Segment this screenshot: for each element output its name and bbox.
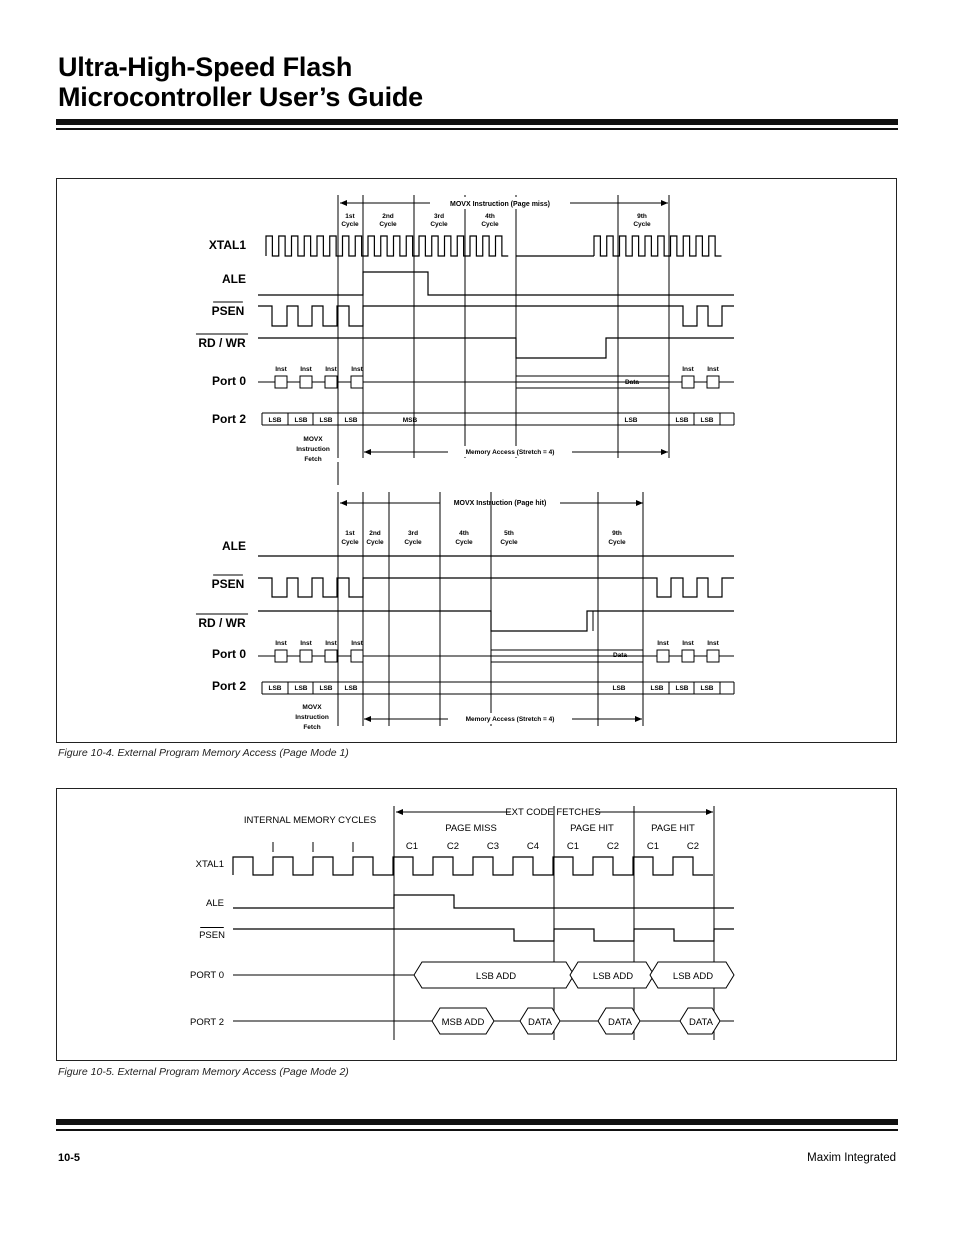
port0-inst-box-2 bbox=[325, 376, 337, 388]
port2-label-top-4: MSB bbox=[402, 417, 418, 424]
figure-10-5-caption: Figure 10-5. External Program Memory Access (Page Mode 2) bbox=[58, 1066, 349, 1078]
port0-inst-0: Inst bbox=[275, 366, 287, 373]
page-number: 10-5 bbox=[58, 1152, 81, 1164]
port2-label-top-0: LSB bbox=[268, 417, 282, 424]
wave-psen bbox=[258, 306, 734, 326]
wave-f2-ale bbox=[233, 895, 734, 908]
cycle-top-1-a: 2nd bbox=[382, 213, 394, 220]
label-movx-pagemiss: MOVX Instruction (Page miss) bbox=[450, 201, 550, 208]
fetch-top-0: MOVX bbox=[303, 436, 323, 443]
sig-f2-port2: PORT 2 bbox=[190, 1017, 224, 1028]
cycle-label-f2-0: C1 bbox=[405, 841, 419, 852]
port2-msb-add-label: MSB ADD bbox=[441, 1017, 485, 1028]
port0-inst-box-bot-3 bbox=[351, 650, 363, 662]
port0-inst-2: Inst bbox=[325, 366, 337, 373]
fetch-bot-0: MOVX bbox=[302, 704, 322, 711]
arrow-mem-bot-head-left bbox=[364, 716, 371, 722]
port2-data-label-1: DATA bbox=[528, 1017, 552, 1028]
port0-inst-bot2-2: Inst bbox=[707, 640, 719, 647]
cycle-bot-0-b: Cycle bbox=[341, 539, 359, 546]
sig-ale: ALE bbox=[222, 272, 246, 286]
port2-label-top-1: LSB bbox=[294, 417, 308, 424]
cycle-label-f2-6: C1 bbox=[646, 841, 660, 852]
sig-rdwr: RD / WR bbox=[198, 336, 246, 350]
mem-access-bot: Memory Access (Stretch = 4) bbox=[465, 716, 555, 723]
sig-ale-b: ALE bbox=[222, 539, 246, 553]
cycle-label-f2-2: C3 bbox=[486, 841, 500, 852]
cycle-top-4-b: Cycle bbox=[633, 221, 651, 228]
sig-f2-xtal1: XTAL1 bbox=[195, 859, 224, 870]
cycle-bot-2-b: Cycle bbox=[404, 539, 422, 546]
port0-inst-box-0 bbox=[275, 376, 287, 388]
port0-inst-box-1 bbox=[300, 376, 312, 388]
wave-psen-b bbox=[258, 578, 734, 597]
port2-label-bot-1: LSB bbox=[294, 685, 308, 692]
cycle-top-3-b: Cycle bbox=[481, 221, 499, 228]
port0-lsb-add-label-1: LSB ADD bbox=[475, 971, 517, 982]
fetch-bot-2: Fetch bbox=[303, 724, 321, 731]
port2-data-label-2: DATA bbox=[608, 1017, 632, 1028]
cycle-bot-2-a: 3rd bbox=[407, 530, 419, 537]
arrow-movx-bottom-head-left bbox=[340, 500, 347, 506]
group-label-1: PAGE HIT bbox=[570, 823, 614, 834]
arrow-movx-bottom-head-right bbox=[636, 500, 643, 506]
port0-lsb-add-label-3: LSB ADD bbox=[672, 971, 714, 982]
arrow-movx-top-head-left bbox=[340, 200, 347, 206]
port0-inst-bot-1: Inst bbox=[300, 640, 312, 647]
port2-label-top-2: LSB bbox=[319, 417, 333, 424]
cycle-bot-4-a: 5th bbox=[504, 530, 514, 537]
figure-10-4-caption: Figure 10-4. External Program Memory Access (Page Mode 1) bbox=[58, 747, 349, 759]
port0-inst-box-bot-2 bbox=[325, 650, 337, 662]
cycle-bot-4-b: Cycle bbox=[500, 539, 518, 546]
port0-lsb-add-label-2: LSB ADD bbox=[592, 971, 634, 982]
port2-label-top-5: LSB bbox=[624, 417, 638, 424]
port0-inst-box-3 bbox=[351, 376, 363, 388]
port0-inst-bot2-1: Inst bbox=[682, 640, 694, 647]
title-line-2: Microcontroller User’s Guide bbox=[58, 82, 423, 112]
port0-inst-box-bot2-2 bbox=[707, 650, 719, 662]
port0-inst-box-b-0 bbox=[682, 376, 694, 388]
port0-inst-box-bot-1 bbox=[300, 650, 312, 662]
port0-inst-1: Inst bbox=[300, 366, 312, 373]
port2-label-bot-7: LSB bbox=[700, 685, 714, 692]
cycle-bot-3-b: Cycle bbox=[455, 539, 473, 546]
port0-data-bot: Data bbox=[612, 652, 628, 659]
wave-f2-psen bbox=[233, 929, 734, 941]
port2-label-top-3: LSB bbox=[344, 417, 358, 424]
cycle-label-f2-4: C1 bbox=[566, 841, 580, 852]
wave-rdwr bbox=[258, 338, 734, 358]
arrow-mem-top-head-right bbox=[661, 449, 668, 455]
cycle-label-f2-5: C2 bbox=[606, 841, 620, 852]
wave-rdwr-b bbox=[258, 611, 734, 631]
sig-psen-b: PSEN bbox=[211, 577, 245, 591]
port0-inst-bot-2: Inst bbox=[325, 640, 337, 647]
fetch-bot-1: Instruction bbox=[295, 714, 329, 721]
port0-inst-box-bot2-0 bbox=[657, 650, 669, 662]
port2-data-label-3: DATA bbox=[689, 1017, 713, 1028]
cycle-bot-1-a: 2nd bbox=[369, 530, 381, 537]
cycle-bot-3-a: 4th bbox=[459, 530, 469, 537]
cycle-bot-0-a: 1st bbox=[345, 530, 355, 537]
cycle-top-0-a: 1st bbox=[345, 213, 355, 220]
port0-inst-b0: Inst bbox=[682, 366, 694, 373]
clock-f2-xtal1 bbox=[233, 857, 713, 875]
ext-code-fetches-label: EXT CODE FETCHES bbox=[505, 807, 601, 818]
sig-f2-ale: ALE bbox=[206, 898, 224, 909]
port0-inst-bot-0: Inst bbox=[275, 640, 287, 647]
cycle-label-f2-7: C2 bbox=[686, 841, 700, 852]
internal-cycles-label: INTERNAL MEMORY CYCLES bbox=[243, 815, 377, 826]
sig-xtal1: XTAL1 bbox=[208, 238, 246, 252]
cycle-bot-1-b: Cycle bbox=[366, 539, 384, 546]
cycle-top-2-a: 3rd bbox=[433, 213, 445, 220]
sig-rdwr-b: RD / WR bbox=[198, 616, 246, 630]
sig-psen: PSEN bbox=[211, 304, 245, 318]
port0-inst-box-bot2-1 bbox=[682, 650, 694, 662]
company-name: Maxim Integrated bbox=[807, 1152, 896, 1164]
port2-label-bot-4: LSB bbox=[612, 685, 626, 692]
port2-label-top-7: LSB bbox=[700, 417, 714, 424]
port0-inst-box-b-1 bbox=[707, 376, 719, 388]
cycle-label-f2-3: C4 bbox=[526, 841, 540, 852]
group-label-2: PAGE HIT bbox=[651, 823, 695, 834]
group-label-0: PAGE MISS bbox=[445, 823, 497, 834]
fetch-top-1: Instruction bbox=[296, 446, 330, 453]
sig-f2-port0: PORT 0 bbox=[190, 970, 224, 981]
arrow-mem-top-head-left bbox=[364, 449, 371, 455]
port0-inst-box-bot-0 bbox=[275, 650, 287, 662]
sig-port2: Port 2 bbox=[211, 412, 246, 426]
sig-port0: Port 0 bbox=[211, 374, 246, 388]
cycle-top-4-a: 9th bbox=[637, 213, 647, 220]
cycle-top-3-a: 4th bbox=[485, 213, 495, 220]
arrow-ext-fetch-head-right bbox=[706, 809, 713, 815]
cycle-bot-5-b: Cycle bbox=[608, 539, 626, 546]
sig-port2-b: Port 2 bbox=[211, 679, 246, 693]
port2-label-bot-3: LSB bbox=[344, 685, 358, 692]
sig-port0-b: Port 0 bbox=[211, 647, 246, 661]
arrow-ext-fetch-head-left bbox=[396, 809, 403, 815]
fetch-top-2: Fetch bbox=[304, 456, 322, 463]
cycle-label-f2-1: C2 bbox=[446, 841, 460, 852]
arrow-mem-bot-head-right bbox=[635, 716, 642, 722]
cycle-top-1-b: Cycle bbox=[379, 221, 397, 228]
port2-label-bot-5: LSB bbox=[650, 685, 664, 692]
clock-xtal1-b bbox=[594, 236, 722, 256]
label-movx-pagehit: MOVX Instruction (Page hit) bbox=[453, 500, 547, 507]
wave-ale bbox=[258, 272, 734, 295]
cycle-bot-5-a: 9th bbox=[612, 530, 622, 537]
port0-data-top: Data bbox=[624, 379, 640, 386]
port2-label-top-6: LSB bbox=[675, 417, 689, 424]
port0-inst-b1: Inst bbox=[707, 366, 719, 373]
port2-label-bot-2: LSB bbox=[319, 685, 333, 692]
mem-access-top: Memory Access (Stretch = 4) bbox=[465, 449, 555, 456]
port0-inst-bot-3: Inst bbox=[351, 640, 363, 647]
arrow-movx-top-head-right bbox=[661, 200, 668, 206]
port2-label-bot-0: LSB bbox=[268, 685, 282, 692]
cycle-top-0-b: Cycle bbox=[341, 221, 359, 228]
title-line-1: Ultra-High-Speed Flash bbox=[58, 52, 353, 82]
clock-xtal1-a bbox=[266, 236, 508, 256]
port0-inst-3: Inst bbox=[351, 366, 363, 373]
port2-label-bot-6: LSB bbox=[675, 685, 689, 692]
cycle-top-2-b: Cycle bbox=[430, 221, 448, 228]
port0-inst-bot2-0: Inst bbox=[657, 640, 669, 647]
sig-f2-psen: PSEN bbox=[199, 930, 225, 941]
